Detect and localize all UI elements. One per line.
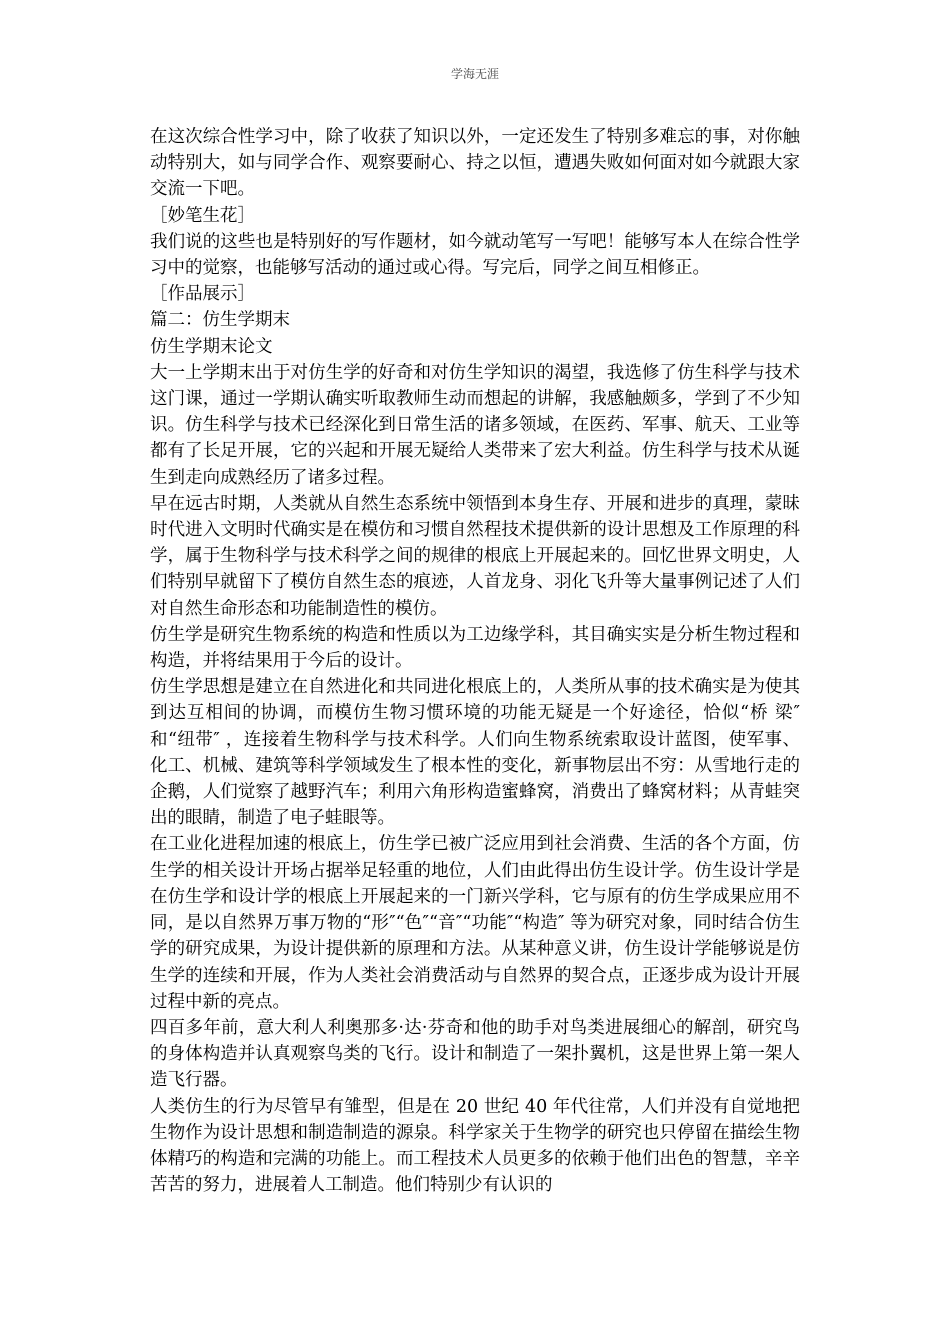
paragraph: 在工业化进程加速的根底上，仿生学已被广泛应用到社会消费、生活的各个方面，仿生学的相关设计开场占据举足轻重的地位，人们由此得出仿生设计学。仿生设计学是在仿生学和设计学的根底上开展起来的一门新兴学科，它与原有的仿生学成果应用不同，是以自然界万事万物的“形″“色″“音″“功能″“构造″ 等为研究对象，同时结合仿生学的研究成果，为设计提供新的原理和方法。从某种意义讲，仿生设计学能够说是仿生学的连续和开展，作为人类社会消费活动与自然界的契合点，正逐步成为设计开展过程中新的亮点。: [150, 834, 800, 1012]
paragraph: 仿生学思想是建立在自然进化和共同进化根底上的，人类所从事的技术确实是为使其到达互相间的协调，而模仿生物习惯环境的功能无疑是一个好途径，恰似“桥 梁″ 和“纽带″ ，连接着生物科学与技术科学。人们向生物系统索取设计蓝图，使军事、化工、机械、建筑等科学领域发生了根本性的变化，新事物层出不穷：从雪地行走的企鹅，人们觉察了越野汽车；利用六角形构造蜜蜂窝，消费出了蜂窝材料；从青蛙突出的眼睛，制造了电子蛙眼等。: [150, 677, 800, 829]
paragraph: 大一上学期末出于对仿生学的好奇和对仿生学知识的渴望，我选修了仿生科学与技术这门课，通过一学期认确实听取教师生动而想起的讲解，我感触颇多，学到了不少知识。仿生科学与技术已经深化到日常生活的诸多领域，在医药、军事、航天、工业等都有了长足开展，它的兴起和开展无疑给人类带来了宏大利益。仿生科学与技术从诞生到走向成熟经历了诸多过程。: [150, 362, 800, 488]
paragraph: 我们说的这些也是特别好的写作题材，如今就动笔写一写吧！能够写本人在综合性学习中的觉察，也能够写活动的通过或心得。写完后，同学之间互相修正。: [150, 231, 800, 279]
document-body: [150, 124, 800, 1198]
paragraph: 仿生学是研究生物系统的构造和性质以为工边缘学科，其目确实实是分析生物过程和构造，并将结果用于今后的设计。: [150, 624, 800, 672]
article-title: 仿生学期末论文: [150, 336, 273, 357]
section-label-zuopin: ［作品展示］: [150, 284, 255, 305]
section-label-miaobi: ［妙笔生花］: [150, 205, 255, 226]
paragraph: 在这次综合性学习中，除了收获了知识以外，一定还发生了特别多难忘的事，对你触动特别大，如与同学合作、观察要耐心、持之以恒，遭遇失败如何面对如今就跟大家交流一下吧。: [150, 127, 800, 200]
paragraph: 早在远古时期，人类就从自然生态系统中领悟到本身生存、开展和进步的真理，蒙昧时代进入文明时代确实是在模仿和习惯自然程技术提供新的设计思想及工作原理的科学，属于生物科学与技术科学之间的规律的根底上开展起来的。回忆世界文明史，人们特别早就留下了模仿自然生态的痕迹，人首龙身、羽化飞升等大量事例记述了人们对自然生命形态和功能制造性的模仿。: [150, 493, 800, 619]
page-header: 学海无涯: [450, 67, 499, 81]
paragraph: 人类仿生的行为尽管早有雏型，但是在 20 世纪 40 年代往常，人们并没有自觉地把生物作为设计思想和制造制造的源泉。科学家关于生物学的研究也只停留在描绘生物体精巧的构造和完满的功能上。而工程技术人员更多的依赖于他们出色的智慧，辛辛苦苦的努力，进展着人工制造。他们特别少有认识的: [150, 1096, 800, 1196]
section-title: 篇二：仿生学期末: [150, 310, 290, 331]
paragraph: 四百多年前，意大利人利奥那多·达·芬奇和他的助手对鸟类进展细心的解剖，研究鸟的身体构造并认真观察鸟类的飞行。设计和制造了一架扑翼机，这是世界上第一架人造飞行器。: [150, 1017, 800, 1091]
